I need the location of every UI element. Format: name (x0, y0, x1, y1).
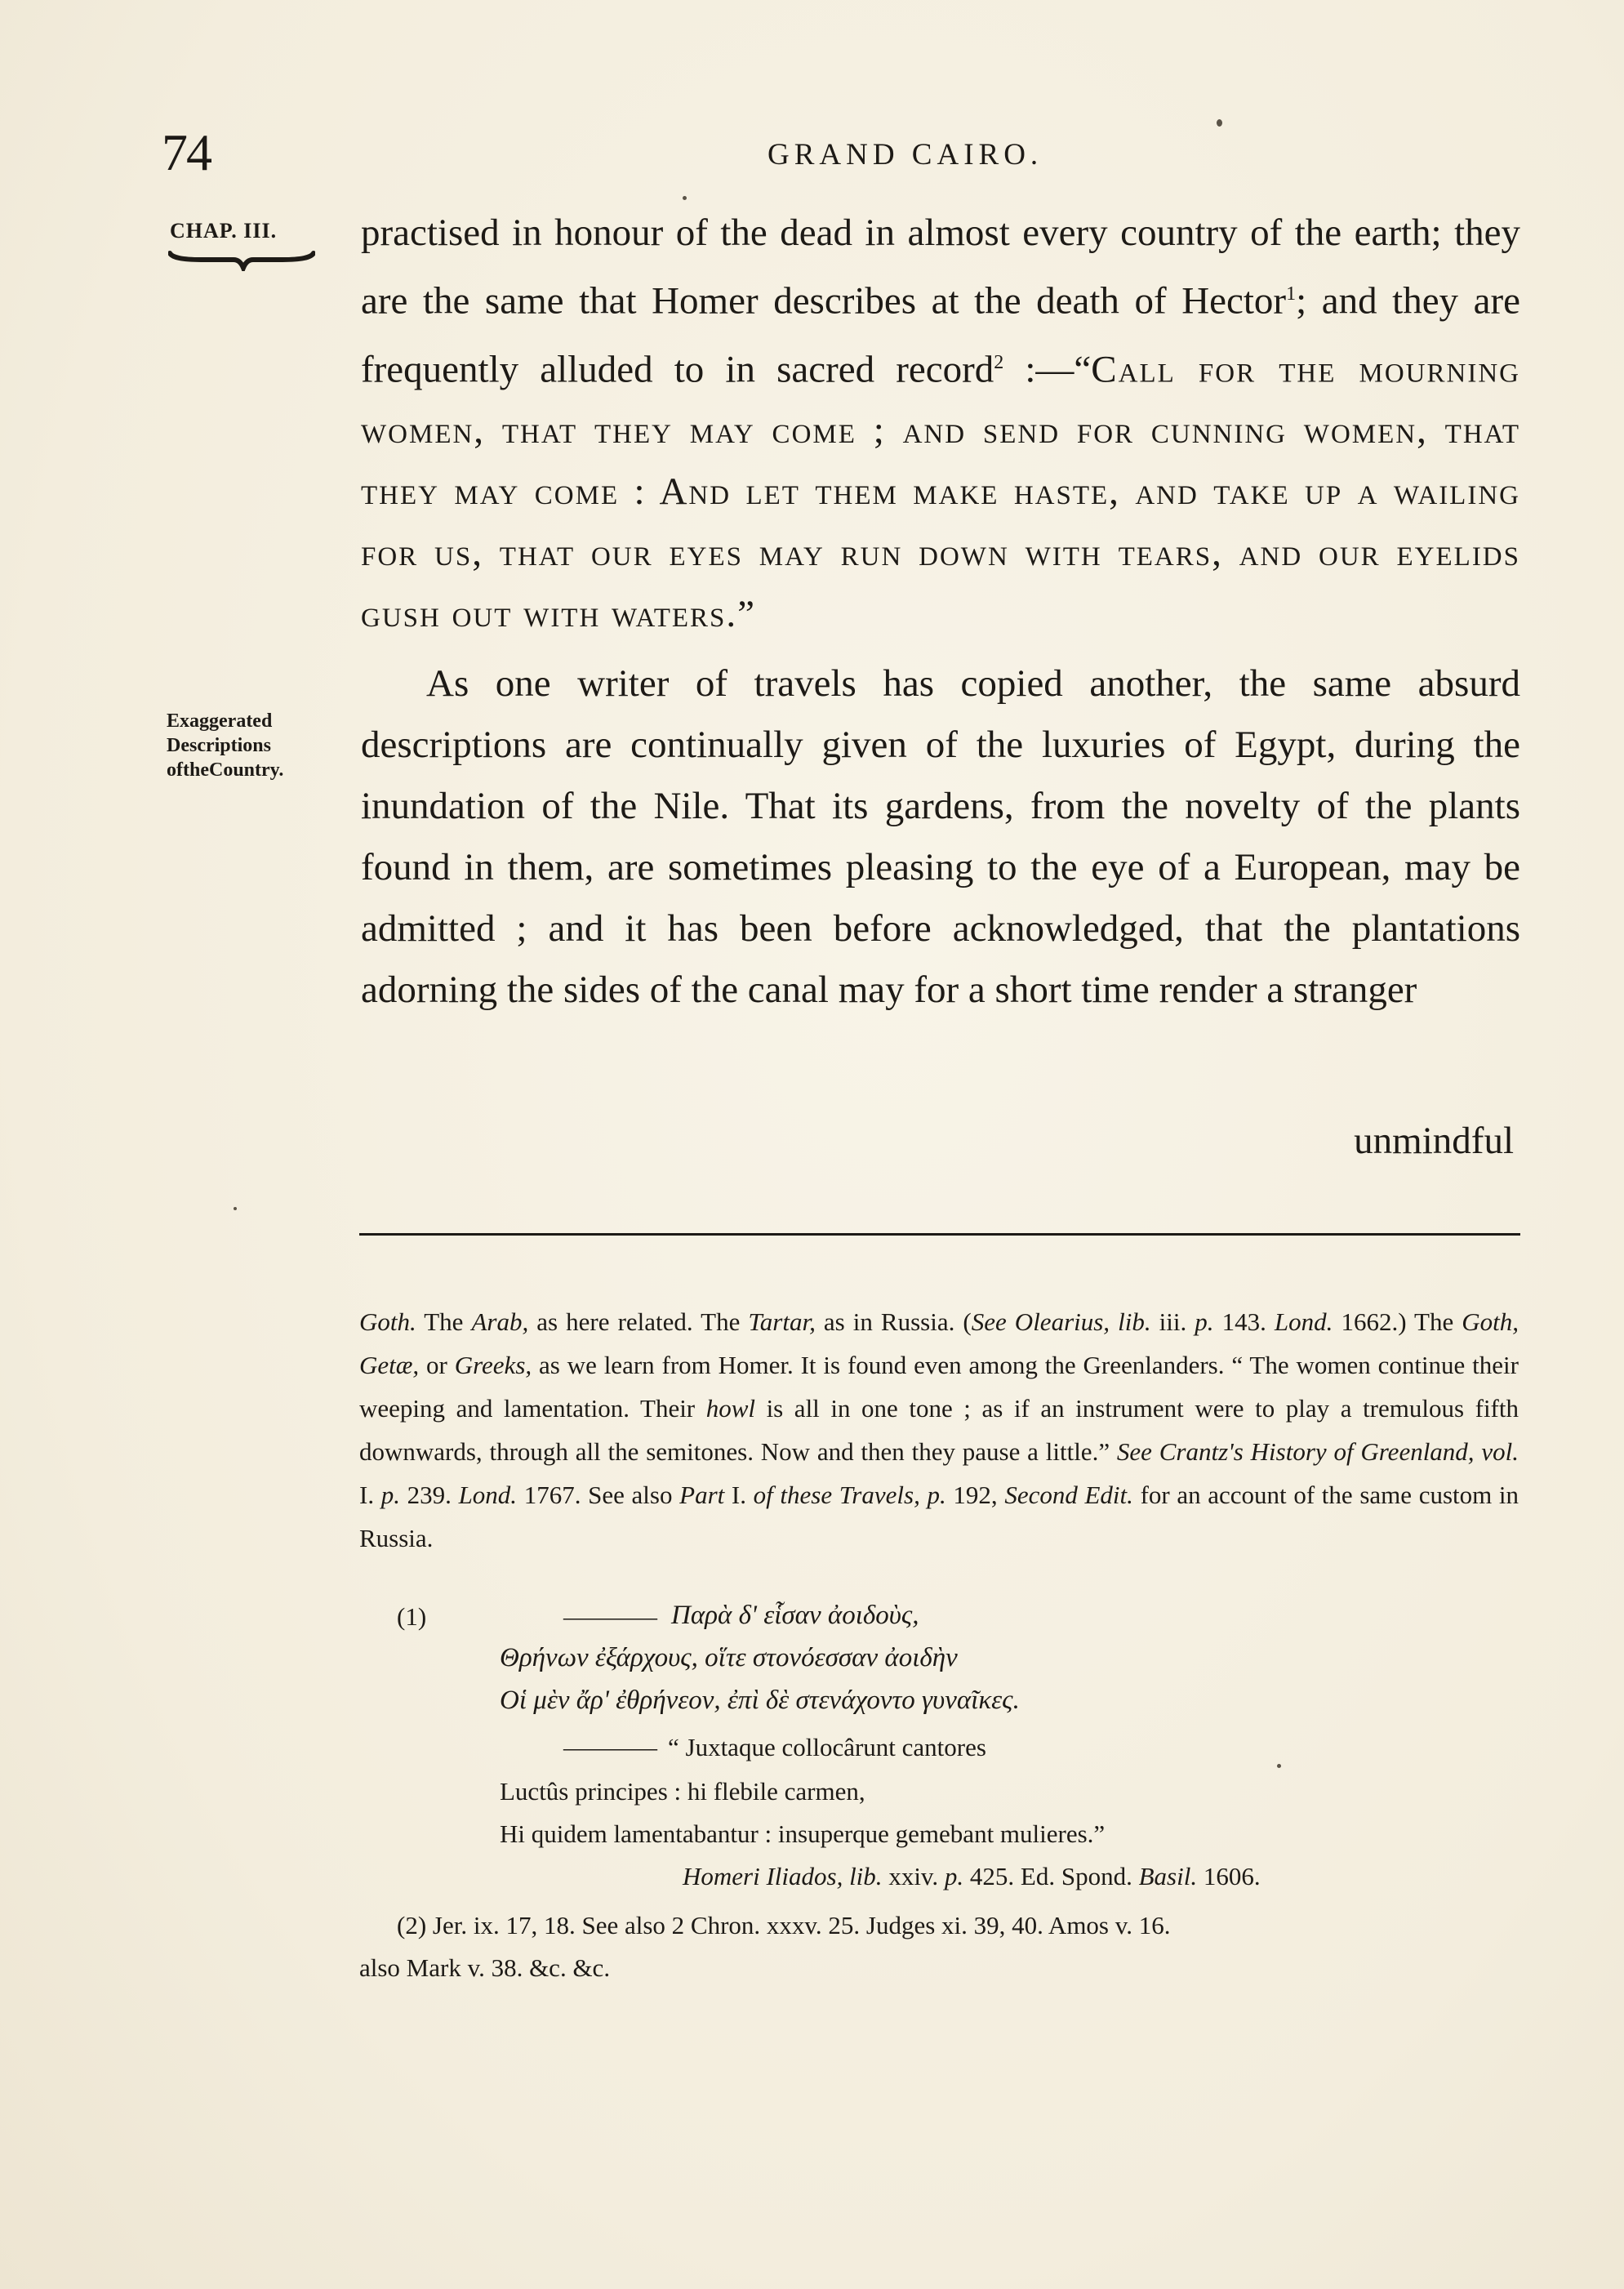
text-run: 1662.) The (1333, 1307, 1462, 1336)
text-run: I. (359, 1481, 381, 1509)
text-run: ” (737, 593, 755, 636)
text-run: 1606. (1197, 1862, 1261, 1890)
text-run: iii. (1150, 1307, 1195, 1336)
scan-speck (1277, 1764, 1281, 1768)
text-italic: Arab, (471, 1307, 529, 1336)
text-italic: Goth. (359, 1307, 416, 1336)
scan-speck (234, 1207, 237, 1210)
footnotes (359, 1300, 1519, 1560)
text-italic: p. (1195, 1307, 1214, 1336)
running-title: GRAND CAIRO. (768, 138, 1043, 171)
text-run: 192, (945, 1481, 1005, 1509)
text-italic: Tartar, (748, 1307, 816, 1336)
footnote-continued (359, 1300, 1519, 1560)
chapter-brace-ornament (168, 250, 315, 271)
text-run: as here related. The (528, 1307, 749, 1336)
marginal-note-line: Descriptions (167, 735, 271, 756)
text-italic: See Olearius, lib. (971, 1307, 1151, 1336)
text-run: xxiv. (882, 1862, 945, 1890)
text-italic: Homeri Iliados, lib. (683, 1862, 883, 1890)
text-run: :—“ (1003, 348, 1092, 391)
text-run: for an account of the same custom in Russia. (359, 1481, 1519, 1552)
text-run: The (416, 1307, 472, 1336)
text-italic: p. (944, 1862, 964, 1890)
footnote-2-continued: also Mark v. 38. &c. &c. (359, 1953, 611, 1982)
footnote-2 (397, 1911, 1170, 1940)
text-italic: howl (705, 1394, 755, 1423)
text-run: or (419, 1351, 455, 1379)
text-italic: See Crantz's History of Greenland, vol. (1116, 1437, 1519, 1466)
footnote-1-marker: (1) (397, 1602, 427, 1631)
scan-speck (683, 196, 687, 200)
text-italic: Basil. (1138, 1862, 1198, 1890)
greek-verse-line: Θρήνων ἐξάρχους, οἵτε στονόεσσαν ἀοιδὴν (500, 1643, 958, 1672)
footnote-dash: ———— (563, 1733, 655, 1761)
text-italic: Part (679, 1481, 725, 1509)
text-italic: p. (380, 1481, 400, 1509)
footnote-ref-1: 1 (1286, 283, 1297, 305)
text-run: practised in honour of the dead in almost every country of the earth; they are the same that Homer describes at the death of Hector (361, 212, 1520, 323)
footnote-2-marker: (2) (397, 1911, 427, 1939)
citation (683, 1862, 1261, 1891)
marginal-note-line: Exaggerated (167, 710, 273, 732)
text-run: is all in one tone ; as if an instrument were to play a tremulous fifth downwards, through all the semitones. Now and then they pause a little.” (359, 1394, 1519, 1466)
text-run: as we learn from Homer. It is found even among the Greenlanders. “ The women continue their weeping and lamentation. Their (359, 1351, 1519, 1423)
scripture-quote: Call for the mourning women, that they may come ; and send for cunning women, that they may come : And let them make haste, and take up a wailing for us, that our eyes may run down with tears, and our eyelids gush out with waters. (361, 348, 1520, 636)
catchword: unmindful (1354, 1120, 1514, 1162)
paragraph-continued (361, 203, 1520, 645)
scan-speck (1217, 119, 1222, 127)
text-italic: Greeks, (454, 1351, 532, 1379)
footnote-rule (359, 1233, 1520, 1236)
text-run: 239. (399, 1481, 459, 1509)
greek-verse-line: Παρὰ δ' εἷσαν ἀοιδοὺς, (671, 1601, 919, 1630)
marginal-note-line: oftheCountry. (167, 759, 284, 781)
main-text (361, 203, 1520, 1021)
footnote-ref-2: 2 (994, 351, 1004, 373)
paragraph: As one writer of travels has copied another, the same absurd descriptions are continually given of the luxuries of Egypt, during the inundation of the Nile. That its gardens, from the novelty of the plants found in them, are sometimes pleasing to the eye of a European, may be admitted ; and it has been before acknowledged, that the plantations adorning the sides of the canal may for a short time render a stranger (361, 662, 1520, 1012)
marginal-note (167, 709, 346, 782)
text-run: 143. (1213, 1307, 1275, 1336)
text-run: 425. Ed. Spond. (963, 1862, 1139, 1890)
text-italic: Goth, Getæ, (359, 1307, 1519, 1379)
chapter-label: CHAP. III. (170, 219, 278, 243)
text-italic: Lond. (458, 1481, 518, 1509)
text-run: 1767. See also (517, 1481, 680, 1509)
latin-verse-line: “ Juxtaque collocârunt cantores (668, 1733, 986, 1761)
latin-verse-line: Hi quidem lamentabantur : insuperque gemebant mulieres.” (500, 1819, 1106, 1848)
text-run: as in Russia. ( (815, 1307, 972, 1336)
text-italic: Lond. (1274, 1307, 1333, 1336)
text-run: ; and they are frequently alluded to in sacred record (361, 279, 1520, 391)
text-run: Jer. ix. 17, 18. See also 2 Chron. xxxv. 25. Judges xi. 39, 40. Amos v. 16. (426, 1911, 1171, 1939)
latin-verse-line: Luctûs principes : hi flebile carmen, (500, 1777, 865, 1806)
text-italic: Second Edit. (1004, 1481, 1133, 1509)
greek-verse-line: Οἱ μὲν ἄρ' ἐθρήνεον, ἐπὶ δὲ στενάχοντο γυναῖκες. (500, 1686, 1020, 1715)
text-run: I. (724, 1481, 754, 1509)
footnote-dash: ———— (563, 1602, 655, 1631)
text-italic: of these Travels, p. (753, 1481, 946, 1509)
page-number: 74 (162, 123, 211, 181)
